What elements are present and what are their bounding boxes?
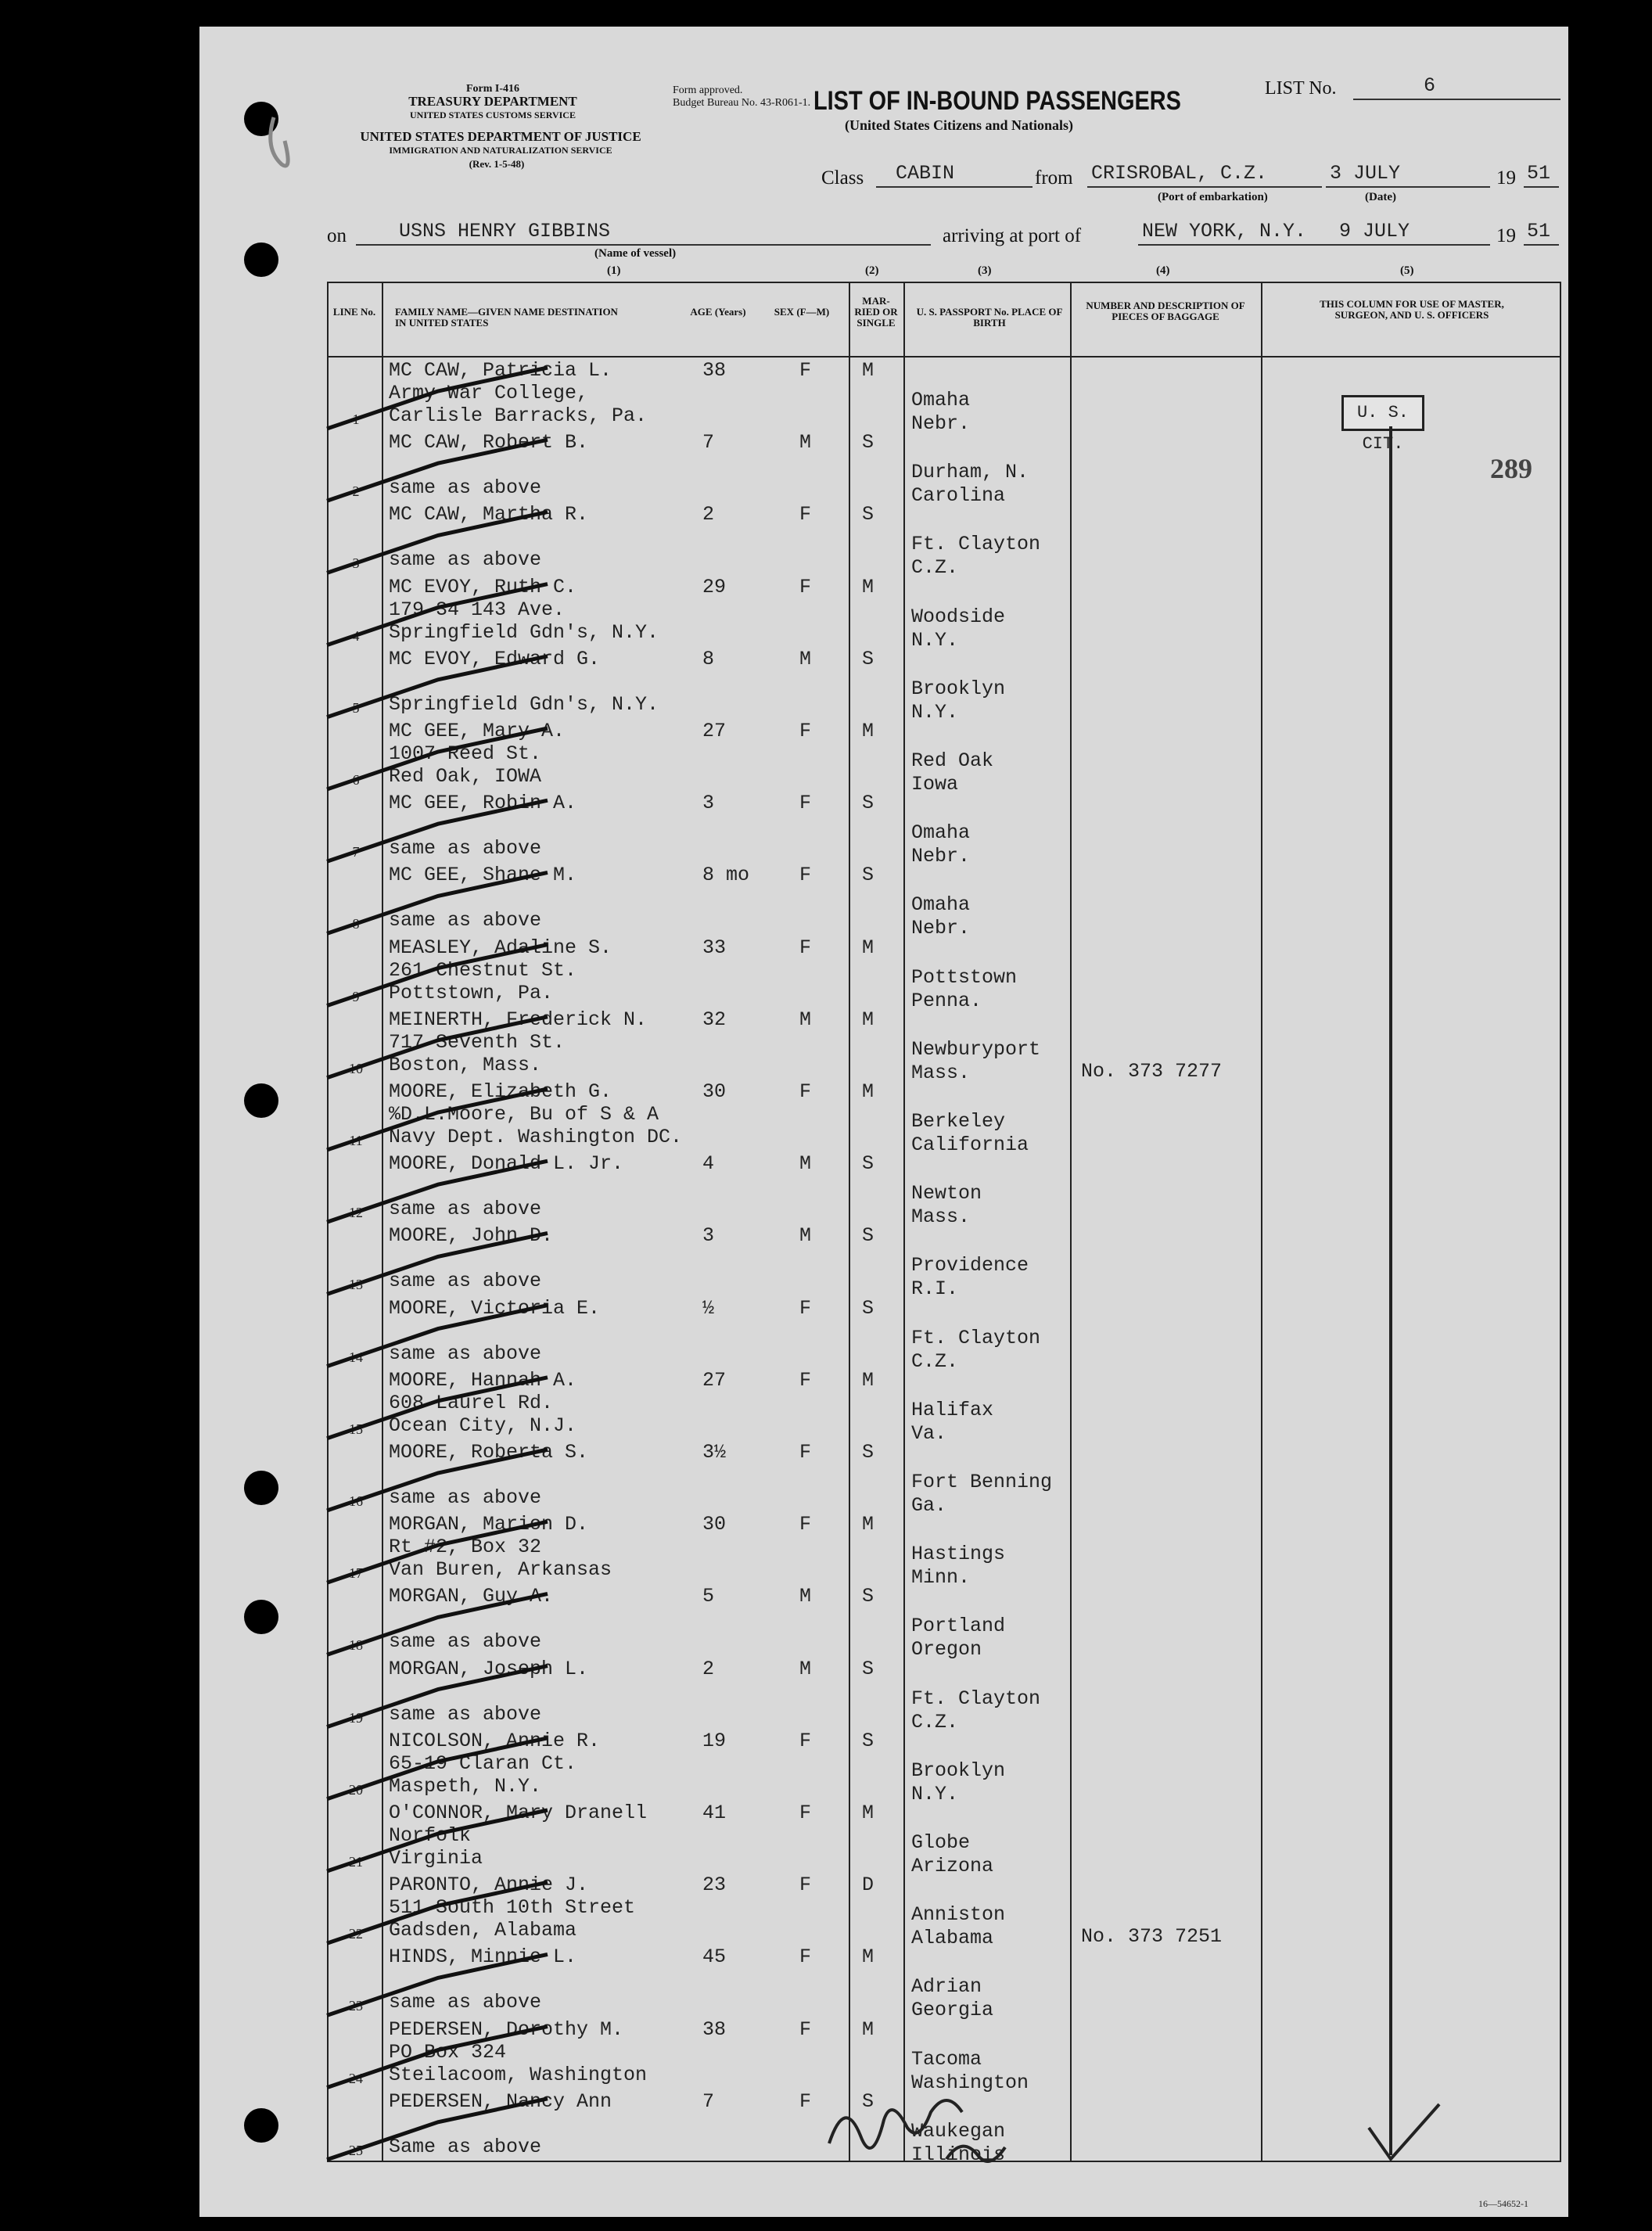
passenger-destination: same as above (389, 1486, 542, 1509)
arrival-year: 51 (1527, 220, 1551, 242)
birth-place-state: Ga. (911, 1494, 947, 1517)
col-header-married: MAR- RIED OR SINGLE (854, 295, 898, 329)
birth-place-state: California (911, 1133, 1029, 1156)
passenger-destination: same as above (389, 476, 542, 500)
passenger-address: Army War College, (389, 382, 589, 404)
passenger-marital-status: S (862, 2089, 874, 2113)
passenger-destination: Navy Dept. Washington DC. (389, 1126, 683, 1148)
list-no-value: 6 (1424, 74, 1436, 97)
arrival-port: NEW YORK, N.Y. (1142, 220, 1307, 242)
passenger-destination: Maspeth, N.Y. (389, 1774, 542, 1798)
page-title: LIST OF IN-BOUND PASSENGERS (813, 86, 1181, 116)
checkmark-stroke (327, 945, 548, 1006)
passenger-age: 3 (702, 1224, 715, 1248)
col-num-1: (1) (607, 264, 621, 277)
passenger-marital-status: M (862, 1080, 874, 1103)
passenger-marital-status: S (862, 1224, 874, 1248)
birth-place-city: Durham, N. (911, 461, 1029, 484)
passenger-age: 32 (702, 1008, 727, 1031)
list-no-label: LIST No. (1265, 78, 1337, 99)
passenger-marital-status: M (862, 2017, 874, 2041)
passenger-age: 27 (702, 1368, 727, 1392)
treasury-department: TREASURY DEPARTMENT (408, 94, 577, 109)
line-number: 6 (352, 772, 360, 788)
passenger-marital-status: S (862, 864, 874, 887)
passenger-age: 29 (702, 575, 727, 598)
passenger-age: 38 (702, 359, 727, 382)
passenger-destination: same as above (389, 909, 542, 932)
passenger-marital-status: M (862, 1945, 874, 1969)
passenger-destination: Same as above (389, 2135, 542, 2158)
birth-place-city: Omaha (911, 389, 971, 411)
date-caption: (Date) (1365, 191, 1396, 203)
passenger-age: ½ (702, 1296, 715, 1320)
birth-place-state: C.Z. (911, 556, 959, 580)
checkmark-stroke (327, 656, 548, 717)
line-number: 5 (352, 699, 360, 716)
passenger-name: PEDERSEN, Dorothy M. (389, 2017, 624, 2041)
passenger-name: PARONTO, Annie J. (389, 1874, 589, 1897)
passenger-sex: F (799, 864, 812, 887)
passenger-address: 511 South 10th Street (389, 1896, 636, 1920)
departure-date: 3 JULY (1330, 162, 1401, 185)
passenger-destination: same as above (389, 1198, 542, 1221)
officer-signature (829, 2100, 962, 2148)
passenger-name: MC GEE, Robin A. (389, 792, 577, 815)
checkmark-stroke (327, 1521, 548, 1583)
birth-place-city: Brooklyn (911, 677, 1006, 700)
passenger-marital-status: M (862, 1513, 874, 1536)
baggage-description: No. 373 7277 (1081, 1059, 1223, 1083)
passenger-sex: F (799, 2017, 812, 2041)
passenger-name: PEDERSEN, Nancy Ann (389, 2089, 612, 2113)
passenger-sex: F (799, 1945, 812, 1969)
passenger-sex: M (799, 1585, 812, 1608)
birth-place-state: Alabama (911, 1927, 994, 1950)
passenger-marital-status: S (862, 431, 874, 454)
birth-place-city: Hastings (911, 1543, 1006, 1566)
passenger-name: MC EVOY, Edward G. (389, 647, 601, 670)
passenger-name: O'CONNOR, Mary Dranell (389, 1802, 648, 1824)
passenger-marital-status: S (862, 1441, 874, 1464)
passenger-sex: F (799, 1802, 812, 1824)
checkmark-stroke (327, 1666, 548, 1727)
passenger-sex: F (799, 1080, 812, 1103)
passenger-age: 30 (702, 1513, 727, 1536)
passenger-sex: F (799, 936, 812, 959)
birth-place-state: Nebr. (911, 917, 971, 940)
birth-place-state: N.Y. (911, 1782, 959, 1805)
birth-place-city: Red Oak (911, 749, 994, 772)
passenger-sex: F (799, 359, 812, 382)
checkmark-stroke (327, 1450, 548, 1511)
passenger-address: Rt #2, Box 32 (389, 1536, 542, 1559)
passenger-sex: F (799, 1368, 812, 1392)
passenger-address: %D.L.Moore, Bu of S & A (389, 1103, 659, 1126)
line-number: 3 (352, 555, 360, 572)
line-number: 4 (352, 627, 360, 644)
passenger-age: 4 (702, 1152, 715, 1176)
passenger-destination: Carlisle Barracks, Pa. (389, 404, 648, 427)
birth-place-city: Fort Benning (911, 1471, 1053, 1493)
passenger-destination: Gadsden, Alabama (389, 1919, 577, 1942)
checkmark-stroke (327, 1306, 548, 1367)
checkmark-stroke (327, 1593, 548, 1654)
line-number: 12 (349, 1205, 363, 1221)
passenger-marital-status: M (862, 1368, 874, 1392)
checkmark-stroke (327, 1882, 548, 1943)
page-subtitle: (United States Citizens and Nationals) (845, 117, 1074, 133)
passenger-age: 7 (702, 431, 715, 454)
form-approved: Form approved. (673, 84, 743, 96)
passenger-name: MC GEE, Mary A. (389, 720, 566, 742)
passenger-age: 33 (702, 936, 727, 959)
officer-initials (946, 2147, 1005, 2161)
passenger-name: MEINERTH, Frederick N. (389, 1008, 648, 1031)
passenger-marital-status: S (862, 792, 874, 815)
birth-place-city: Berkeley (911, 1110, 1006, 1133)
passenger-age: 19 (702, 1729, 727, 1752)
line-number: 23 (349, 1998, 363, 2014)
birth-place-state: C.Z. (911, 1710, 959, 1733)
passenger-name: MEASLEY, Adaline S. (389, 936, 612, 959)
passenger-name: MOORE, Elizabeth G. (389, 1080, 612, 1103)
birth-place-state: Illinois (911, 2143, 1006, 2166)
line-number: 2 (352, 483, 360, 500)
checkmark-stroke (327, 512, 548, 573)
birth-place-city: Woodside (911, 605, 1006, 628)
vessel-caption: (Name of vessel) (594, 247, 677, 260)
line-number: 14 (349, 1349, 363, 1365)
passenger-name: MORGAN, Marion D. (389, 1513, 589, 1536)
passenger-destination: same as above (389, 1630, 542, 1654)
col-header-age: AGE (Years) (690, 306, 746, 318)
passenger-age: 3 (702, 792, 715, 815)
passenger-name: MC CAW, Martha R. (389, 503, 589, 526)
birth-place-state: Iowa (911, 773, 959, 796)
birth-place-city: Omaha (911, 893, 971, 917)
line-number: 10 (349, 1060, 363, 1076)
checkmark-stroke (327, 584, 548, 645)
birth-place-state: Mass. (911, 1061, 971, 1084)
passenger-marital-status: S (862, 1657, 874, 1680)
line-number: 25 (349, 2142, 363, 2158)
revision: (Rev. 1-5-48) (469, 158, 525, 170)
passenger-destination: same as above (389, 1270, 542, 1293)
birth-place-state: Penna. (911, 989, 982, 1012)
checkmark-stroke (327, 368, 548, 429)
from-label: from (1035, 167, 1073, 189)
footer-code: 16—54652-1 (1478, 2198, 1528, 2209)
birth-place-city: Ft. Clayton (911, 533, 1041, 556)
passenger-address: 65-19 Claran Ct. (389, 1751, 577, 1775)
passenger-name: MC CAW, Robert B. (389, 431, 589, 454)
passenger-age: 38 (702, 2017, 727, 2041)
form-number: Form I-416 (465, 83, 520, 95)
birth-place-state: R.I. (911, 1277, 959, 1301)
passenger-sex: F (799, 1729, 812, 1752)
passenger-marital-status: M (862, 720, 874, 742)
passenger-destination: same as above (389, 1991, 542, 2014)
passenger-address: 608 Laurel Rd. (389, 1391, 554, 1414)
passenger-address: 717 Seventh St. (389, 1030, 566, 1054)
passenger-address: Norfolk (389, 1824, 472, 1847)
checkmark-stroke (327, 1954, 548, 2015)
passenger-address: 261 Chestnut St. (389, 958, 577, 982)
passenger-destination: Boston, Mass. (389, 1053, 542, 1076)
checkmark-stroke (327, 872, 548, 933)
passenger-destination: same as above (389, 1342, 542, 1365)
baggage-description: No. 373 7251 (1081, 1925, 1223, 1949)
line-number: 7 (352, 844, 360, 860)
passenger-destination: Steilacoom, Washington (389, 2063, 648, 2086)
passenger-marital-status: S (862, 1729, 874, 1752)
passenger-sex: F (799, 575, 812, 598)
birth-place-state: Arizona (911, 1855, 994, 1877)
col-num-4: (4) (1156, 264, 1170, 277)
checkmark-stroke (327, 1738, 548, 1799)
birth-place-city: Globe (911, 1831, 971, 1854)
passenger-sex: F (799, 1513, 812, 1536)
birth-place-city: Waukegan (911, 2119, 1006, 2143)
departure-year: 51 (1527, 162, 1551, 185)
birth-place-state: Nebr. (911, 845, 971, 868)
passenger-name: MORGAN, Guy A. (389, 1585, 554, 1608)
passenger-age: 8 (702, 647, 715, 670)
justice-department: UNITED STATES DEPARTMENT OF JUSTICE (360, 129, 641, 144)
passenger-destination: same as above (389, 1702, 542, 1726)
vessel-name: USNS HENRY GIBBINS (399, 220, 611, 242)
passenger-sex: M (799, 1008, 812, 1031)
passenger-sex: F (799, 720, 812, 742)
passenger-marital-status: S (862, 1152, 874, 1176)
checkmark-stroke (327, 1161, 548, 1222)
passenger-age: 30 (702, 1080, 727, 1103)
col-header-passport: U. S. PASSPORT No. PLACE OF BIRTH (916, 306, 1063, 329)
passenger-destination: Springfield Gdn's, N.Y. (389, 620, 659, 644)
passenger-marital-status: M (862, 359, 874, 382)
checkmark-stroke (327, 800, 548, 861)
birth-place-state: Mass. (911, 1205, 971, 1229)
birth-place-city: Halifax (911, 1398, 994, 1421)
birth-place-city: Adrian (911, 1975, 982, 1999)
passenger-destination: Red Oak, IOWA (389, 765, 542, 788)
passenger-marital-status: M (862, 936, 874, 959)
birth-place-city: Anniston (911, 1903, 1006, 1927)
page-number: 289 (1490, 453, 1532, 484)
passenger-name: MOORE, Victoria E. (389, 1296, 601, 1320)
checkmark-stroke (327, 2099, 548, 2160)
passenger-marital-status: M (862, 1802, 874, 1824)
line-number: 18 (349, 1637, 363, 1654)
passenger-sex: F (799, 1441, 812, 1464)
line-number: 13 (349, 1277, 363, 1293)
birth-place-state: C.Z. (911, 1349, 959, 1373)
passenger-age: 3½ (702, 1441, 727, 1464)
customs-service: UNITED STATES CUSTOMS SERVICE (410, 110, 576, 120)
port-embark-caption: (Port of embarkation) (1158, 191, 1268, 203)
col-header-name: FAMILY NAME—GIVEN NAME DESTINATION IN UNITED STATES (395, 306, 618, 329)
checkmark-stroke (327, 1089, 548, 1150)
passenger-age: 7 (702, 2089, 715, 2113)
birth-place-city: Pottstown (911, 965, 1018, 989)
passenger-marital-status: D (862, 1874, 874, 1897)
passenger-sex: M (799, 1657, 812, 1680)
birth-place-state: Carolina (911, 484, 1006, 508)
line-number: 21 (349, 1854, 363, 1870)
margin-mark (271, 117, 288, 166)
passenger-marital-status: S (862, 1296, 874, 1320)
checkmark-stroke (327, 1233, 548, 1294)
passenger-name: MOORE, Hannah A. (389, 1368, 577, 1392)
citizen-arrow-head (1369, 2104, 1439, 2159)
arrival-date: 9 JULY (1339, 220, 1410, 242)
col-num-5: (5) (1400, 264, 1414, 277)
line-number: 8 (352, 916, 360, 932)
passenger-age: 5 (702, 1585, 715, 1608)
passenger-marital-status: S (862, 647, 874, 670)
passenger-sex: F (799, 503, 812, 526)
birth-place-city: Portland (911, 1615, 1006, 1638)
line-number: 20 (349, 1781, 363, 1798)
passenger-name: MORGAN, Joseph L. (389, 1657, 589, 1680)
birth-place-state: Washington (911, 2071, 1029, 2094)
line-number: 19 (349, 1709, 363, 1726)
passenger-age: 45 (702, 1945, 727, 1969)
birth-place-city: Omaha (911, 821, 971, 845)
passenger-name: NICOLSON, Annie R. (389, 1729, 601, 1752)
passenger-destination: same as above (389, 837, 542, 860)
passenger-name: MC GEE, Shane M. (389, 864, 577, 887)
col-header-line: LINE No. (332, 306, 376, 318)
passenger-name: MC CAW, Patricia L. (389, 359, 612, 382)
line-number: 22 (349, 1926, 363, 1942)
passenger-marital-status: M (862, 1008, 874, 1031)
passenger-marital-status: S (862, 1585, 874, 1608)
passenger-sex: F (799, 792, 812, 815)
line-number: 15 (349, 1421, 363, 1437)
passenger-name: MOORE, Donald L. Jr. (389, 1152, 624, 1176)
col-header-sex: SEX (F—M) (774, 306, 830, 318)
line-number: 17 (349, 1565, 363, 1582)
passenger-name: MOORE, Roberta S. (389, 1441, 589, 1464)
birth-place-city: Tacoma (911, 2047, 982, 2071)
birth-place-state: N.Y. (911, 700, 959, 724)
budget-bureau: Budget Bureau No. 43-R061-1. (673, 97, 811, 109)
passenger-sex: F (799, 1874, 812, 1897)
passenger-marital-status: S (862, 503, 874, 526)
birth-place-state: Nebr. (911, 412, 971, 435)
class-value: CABIN (896, 162, 955, 185)
birth-place-city: Brooklyn (911, 1759, 1006, 1782)
checkmark-stroke (327, 1378, 548, 1439)
passenger-sex: M (799, 431, 812, 454)
passenger-age: 8 mo (702, 864, 750, 887)
passenger-sex: F (799, 2089, 812, 2113)
passenger-destination: Van Buren, Arkansas (389, 1558, 612, 1582)
on-label: on (327, 225, 347, 246)
birth-place-state: Oregon (911, 1638, 982, 1662)
class-label: Class (821, 167, 864, 189)
passenger-address: 179-34 143 Ave. (389, 598, 566, 621)
birth-place-city: Ft. Clayton (911, 1687, 1041, 1710)
checkmark-stroke (327, 1017, 548, 1078)
passenger-sex: M (799, 1152, 812, 1176)
port-of-embarkation: CRISROBAL, C.Z. (1091, 162, 1268, 185)
passenger-sex: F (799, 1296, 812, 1320)
departure-year-prefix: 19 (1496, 167, 1516, 189)
passenger-destination: Ocean City, N.J. (389, 1414, 577, 1437)
line-number: 16 (349, 1493, 363, 1509)
birth-place-state: N.Y. (911, 628, 959, 652)
birth-place-state: Va. (911, 1421, 947, 1445)
us-citizen-stamp: U. S. CIT. (1341, 395, 1424, 431)
col-num-3: (3) (978, 264, 992, 277)
passenger-address: PO Box 324 (389, 2040, 507, 2064)
line-number: 24 (349, 2070, 363, 2086)
passenger-destination: Springfield Gdn's, N.Y. (389, 692, 659, 716)
passenger-name: MC EVOY, Ruth C. (389, 575, 577, 598)
checkmark-stroke (327, 1810, 548, 1871)
checkmark-stroke (327, 440, 548, 501)
checkmark-stroke (327, 728, 548, 789)
line-number: 11 (349, 1133, 363, 1148)
passenger-address: 1007 Reed St. (389, 742, 542, 765)
passenger-marital-status: M (862, 575, 874, 598)
passenger-age: 41 (702, 1802, 727, 1824)
arriving-label: arriving at port of (943, 225, 1082, 246)
arrival-year-prefix: 19 (1496, 225, 1516, 246)
birth-place-city: Newton (911, 1182, 982, 1205)
line-number: 9 (352, 988, 360, 1004)
birth-place-state: Minn. (911, 1566, 971, 1590)
line-number: 1 (352, 411, 360, 427)
passenger-destination: same as above (389, 548, 542, 572)
passenger-destination: Pottstown, Pa. (389, 981, 554, 1004)
passenger-age: 23 (702, 1874, 727, 1897)
col-header-baggage: NUMBER AND DESCRIPTION OF PIECES OF BAGGAGE (1086, 300, 1245, 322)
immigration-service: IMMIGRATION AND NATURALIZATION SERVICE (389, 145, 612, 156)
col-num-2: (2) (865, 264, 879, 277)
birth-place-city: Providence (911, 1254, 1029, 1277)
passenger-name: HINDS, Minnie L. (389, 1945, 577, 1969)
passenger-sex: M (799, 647, 812, 670)
checkmark-stroke (327, 2027, 548, 2088)
birth-place-city: Ft. Clayton (911, 1326, 1041, 1349)
passenger-age: 2 (702, 503, 715, 526)
birth-place-state: Georgia (911, 1999, 994, 2022)
passenger-age: 27 (702, 720, 727, 742)
passenger-sex: M (799, 1224, 812, 1248)
passenger-name: MOORE, John D. (389, 1224, 554, 1248)
birth-place-city: Newburyport (911, 1037, 1041, 1061)
passenger-destination: Virginia (389, 1847, 483, 1870)
passenger-age: 2 (702, 1657, 715, 1680)
col-header-officers: THIS COLUMN FOR USE OF MASTER, SURGEON, AND U. S. OFFICERS (1320, 298, 1504, 321)
